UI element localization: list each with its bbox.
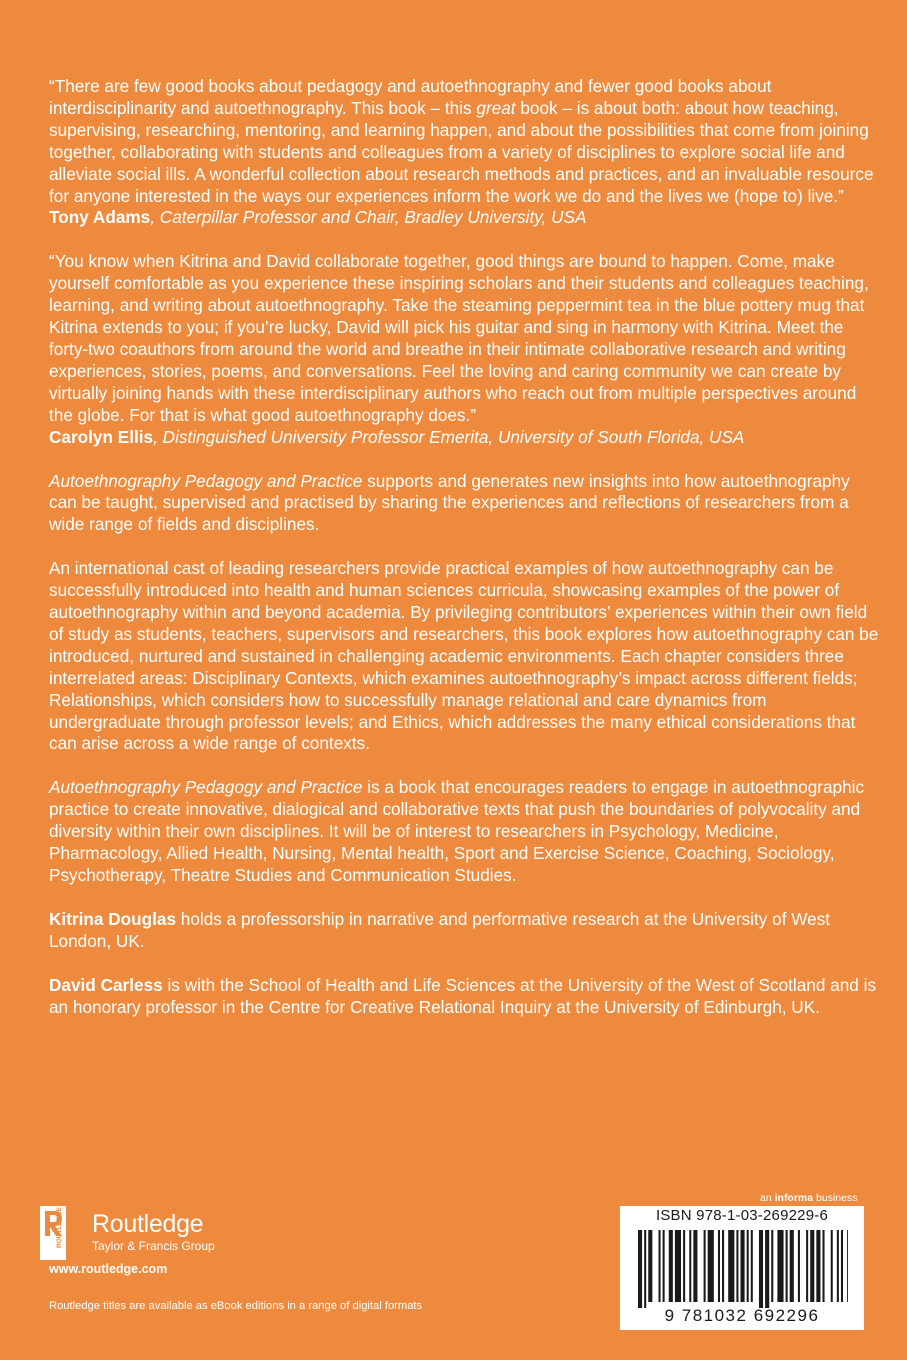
barcode-bar: [683, 1230, 685, 1302]
quote-carolyn-ellis: “You know when Kitrina and David collaborate together, good things are bound to happen. Come, make yourself comfortable as you experience these inspiring scholars and their students and colleagues teaching, learning, and writing about autoethnography. Take the steaming peppermint tea in the blue pottery mug that Kitrina extends to you; if you’re lucky, David will pick his guitar and sing in harmony with Kitrina. Meet the forty-two coauthors from around the world and breathe in their intimate collaborative research and writing experiences, stories, poems, and conversations. Feel the loving and caring community we can create by virtually joining hands with these interdisciplinary authors who reach out from multiple perspectives around the globe. For that is what good autoethnography does.”: [49, 251, 869, 425]
barcode-bar: [741, 1230, 745, 1302]
barcode-bar: [675, 1230, 681, 1302]
back-cover-text: [49, 76, 879, 1019]
barcode-bar: [718, 1230, 720, 1302]
barcode-bar: [786, 1230, 788, 1302]
quote-attribution-carolyn-ellis: Carolyn Ellis, Distinguished University Professor Emerita, University of South Florida, USA: [49, 426, 745, 447]
quote-attribution-tony-adams: Tony Adams, Caterpillar Professor and Chair, Bradley University, USA: [49, 207, 587, 228]
barcode-bar: [810, 1230, 814, 1302]
barcode-bar: [669, 1230, 673, 1302]
barcode-digits: 9 781032 692296: [664, 1306, 820, 1325]
barcode-bar: [704, 1230, 706, 1302]
barcode-bar: [644, 1230, 646, 1308]
description-paragraph-2: An international cast of leading researchers provide practical examples of how autoethnography can be successfully introduced into health and human sciences curricula, showcasing examples of the power of autoethnography within and beyond academia. By privileging contributors’ experiences within their own field of study as students, teachers, supervisors and researchers, this book explores how autoethnography can be introduced, nurtured and sustained in challenging academic environments. Each chapter considers three interrelated areas: Disciplinary Contexts, which examines autoethnography’s impact across different fields; Relationships, which considers how to successfully manage relational and care dynamics from undergraduate through professor levels; and Ethics, which addresses the many ethical considerations that can arise across a wide range of contexts.: [49, 558, 879, 754]
barcode-bar: [736, 1230, 738, 1302]
barcode-bar: [816, 1230, 820, 1302]
barcode-bar: [747, 1230, 749, 1302]
barcode-bar: [790, 1230, 794, 1302]
barcode-bar: [847, 1230, 848, 1302]
barcode-bar: [759, 1230, 763, 1308]
publisher-website: www.routledge.com: [49, 1262, 168, 1276]
description-paragraph-3: Autoethnography Pedagogy and Practice is a book that encourages readers to engage in autoethnographic practice to create innovative, dialogical and collaborative texts that push the boundaries of polyvocality and diversity within their own disciplines. It will be of interest to researchers in Psychology, Medicine, Pharmacology, Allied Health, Nursing, Mental health, Sport and Exercise Science, Coaching, Sociology, Psychotherapy, Theatre Studies and Communication Studies.: [49, 777, 865, 885]
routledge-logo-icon: [40, 1206, 66, 1260]
author-bio-kitrina-douglas: Kitrina Douglas holds a professorship in narrative and performative research at the University of West London, UK.: [49, 908, 831, 951]
barcode-bar: [638, 1230, 642, 1308]
barcode-bar: [806, 1230, 808, 1302]
routledge-vertical-text: ROUTLEDGE: [56, 1207, 63, 1248]
barcode-bar: [728, 1230, 734, 1302]
barcode-bar: [798, 1230, 800, 1302]
barcode-bar: [841, 1230, 843, 1302]
barcode-bar: [708, 1230, 714, 1302]
informa-business-tag: an informa business: [760, 1192, 858, 1204]
barcode-bar: [659, 1230, 661, 1302]
isbn-barcode: [620, 1206, 864, 1330]
isbn-label: ISBN 978-1-03-269229-6: [655, 1207, 828, 1224]
quote-tony-adams: “There are few good books about pedagogy and autoethnography and fewer good books about interdisciplinarity and autoethnography. This book – this great book – is about both: about how teaching, supervising, researching, mentoring, and learning happen, and about the possibilities that come from joining together, collaborating with students and colleagues from a variety of disciplines to explore social life and alleviate social ills. A wonderful collection about research methods and practices, and an invaluable resource for anyone interested in the ways our experiences inform the work we do and the lives we (hope to) live.”: [49, 76, 874, 206]
barcode-icon: [636, 1230, 848, 1308]
barcode-bar: [837, 1230, 839, 1302]
barcode-bar: [689, 1230, 691, 1302]
barcode-bar: [831, 1230, 833, 1302]
publisher-group: Taylor & Francis Group: [92, 1239, 215, 1253]
routledge-logo: [40, 1206, 260, 1266]
publisher-name: Routledge: [92, 1210, 204, 1238]
barcode-bar: [771, 1230, 773, 1302]
barcode-bar: [777, 1230, 783, 1302]
barcode-bar: [823, 1230, 825, 1302]
ebook-note: Routledge titles are available as eBook editions in a range of digital formats: [49, 1300, 423, 1312]
barcode-bar: [751, 1230, 753, 1302]
barcode-bar: [693, 1230, 697, 1302]
barcode-bar: [722, 1230, 724, 1302]
author-bio-david-carless: David Carless is with the School of Health and Life Sciences at the University of the West of Scotland and is an honorary professor in the Centre for Creative Relational Inquiry at the University of Edinburgh, UK.: [49, 974, 877, 1017]
description-paragraph-1: Autoethnography Pedagogy and Practice supports and generates new insights into how autoethnography can be taught, supervised and practised by sharing the experiences and reflections of researchers from a wide range of fields and disciplines.: [49, 470, 850, 535]
barcode-bar: [765, 1230, 769, 1308]
barcode-bar: [648, 1230, 652, 1302]
barcode-bar: [663, 1230, 665, 1302]
